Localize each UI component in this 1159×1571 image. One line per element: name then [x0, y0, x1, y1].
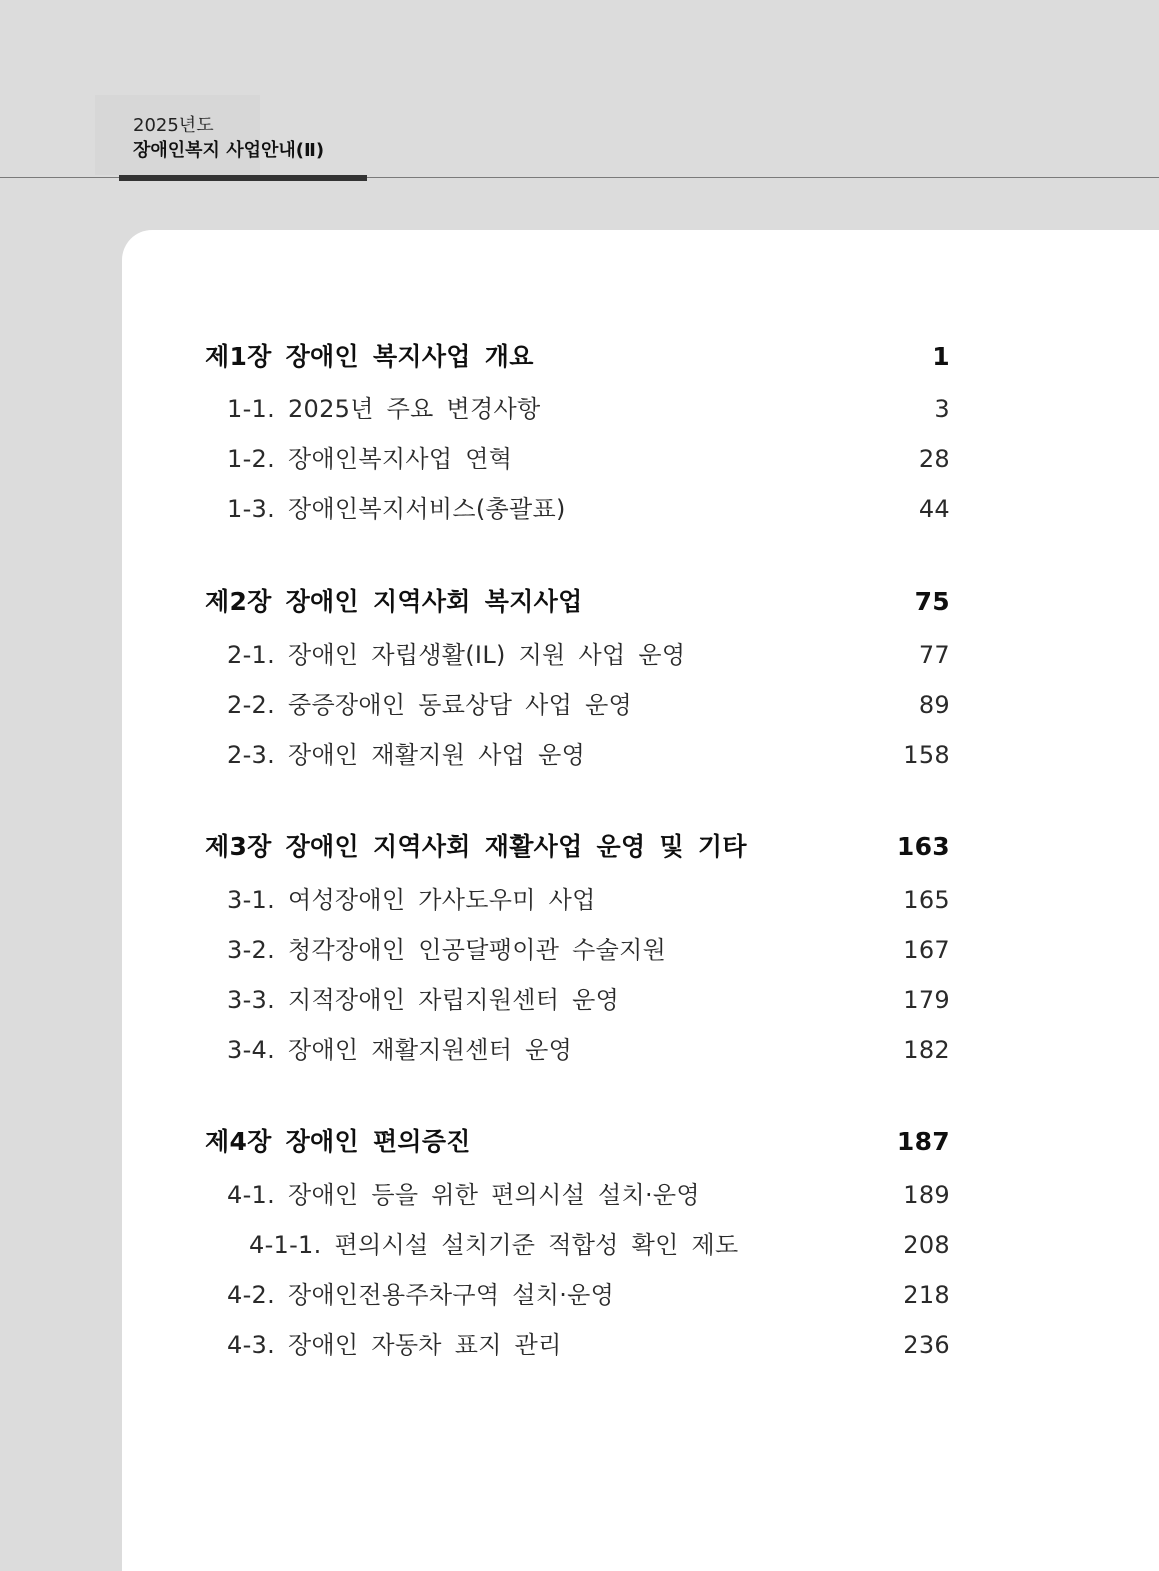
toc-subsection-4-1-1[interactable] — [205, 1229, 950, 1261]
header-accent-bar — [119, 175, 367, 181]
toc-entry-title: 2-1. 장애인 자립생활(IL) 지원 사업 운영 — [227, 641, 686, 669]
toc-entry-title: 4-3. 장애인 자동차 표지 관리 — [227, 1331, 562, 1359]
toc-section-4-2[interactable] — [205, 1279, 950, 1311]
toc-entry-page: 189 — [903, 1181, 950, 1209]
toc-section-3-4[interactable] — [205, 1034, 950, 1066]
toc-entry-page: 89 — [918, 691, 950, 719]
toc-entry-title: 4-2. 장애인전용주차구역 설치·운영 — [227, 1281, 615, 1309]
toc-entry-page: 75 — [914, 587, 950, 616]
toc-entry-page: 44 — [918, 495, 950, 523]
toc-entry-page: 77 — [918, 641, 950, 669]
toc-entry-page: 167 — [903, 936, 950, 964]
toc-section-1-1[interactable] — [205, 393, 950, 425]
toc-entry-page: 163 — [896, 832, 950, 861]
toc-entry-title: 4-1. 장애인 등을 위한 편의시설 설치·운영 — [227, 1181, 700, 1209]
toc-entry-title: 4-1-1. 편의시설 설치기준 적합성 확인 제도 — [249, 1231, 739, 1259]
toc-entry-title: 제2장 장애인 지역사회 복지사업 — [205, 587, 583, 616]
toc-section-4-1[interactable] — [205, 1179, 950, 1211]
toc-entry-title: 3-1. 여성장애인 가사도우미 사업 — [227, 886, 596, 914]
toc-section-3-3[interactable] — [205, 984, 950, 1016]
toc-section-3-1[interactable] — [205, 884, 950, 916]
toc-entry-page: 3 — [934, 395, 950, 423]
toc-entry-title: 3-3. 지적장애인 자립지원센터 운영 — [227, 986, 620, 1014]
toc-entry-title: 3-4. 장애인 재활지원센터 운영 — [227, 1036, 573, 1064]
toc-chapter-4[interactable] — [205, 1126, 950, 1158]
toc-chapter-1[interactable] — [205, 341, 950, 373]
toc-entry-page: 208 — [903, 1231, 950, 1259]
toc-entry-title: 3-2. 청각장애인 인공달팽이관 수술지원 — [227, 936, 667, 964]
toc-entry-title: 제3장 장애인 지역사회 재활사업 운영 및 기타 — [205, 832, 747, 861]
toc-section-4-3[interactable] — [205, 1329, 950, 1361]
toc-section-1-2[interactable] — [205, 443, 950, 475]
toc-entry-title: 1-1. 2025년 주요 변경사항 — [227, 395, 541, 423]
header-title: 장애인복지 사업안내(Ⅱ) — [133, 140, 325, 161]
header-year: 2025년도 — [133, 115, 214, 136]
toc-section-2-1[interactable] — [205, 639, 950, 671]
toc-entry-title: 제4장 장애인 편의증진 — [205, 1127, 471, 1156]
toc-entry-page: 179 — [903, 986, 950, 1014]
toc-chapter-2[interactable] — [205, 586, 950, 618]
toc-entry-page: 187 — [896, 1127, 950, 1156]
toc-entry-page: 158 — [903, 741, 950, 769]
toc-section-2-3[interactable] — [205, 739, 950, 771]
toc-entry-title: 1-2. 장애인복지사업 연혁 — [227, 445, 513, 473]
toc-entry-title: 2-3. 장애인 재활지원 사업 운영 — [227, 741, 586, 769]
toc-entry-title: 제1장 장애인 복지사업 개요 — [205, 342, 534, 371]
toc-entry-title: 1-3. 장애인복지서비스(총괄표) — [227, 495, 566, 523]
toc-section-2-2[interactable] — [205, 689, 950, 721]
toc-entry-page: 1 — [932, 342, 950, 371]
toc-entry-page: 28 — [918, 445, 950, 473]
toc-section-1-3[interactable] — [205, 493, 950, 525]
toc-entry-title: 2-2. 중증장애인 동료상담 사업 운영 — [227, 691, 633, 719]
toc-chapter-3[interactable] — [205, 831, 950, 863]
toc-entry-page: 165 — [903, 886, 950, 914]
toc-section-3-2[interactable] — [205, 934, 950, 966]
toc-entry-page: 218 — [903, 1281, 950, 1309]
toc-entry-page: 182 — [903, 1036, 950, 1064]
toc-entry-page: 236 — [903, 1331, 950, 1359]
